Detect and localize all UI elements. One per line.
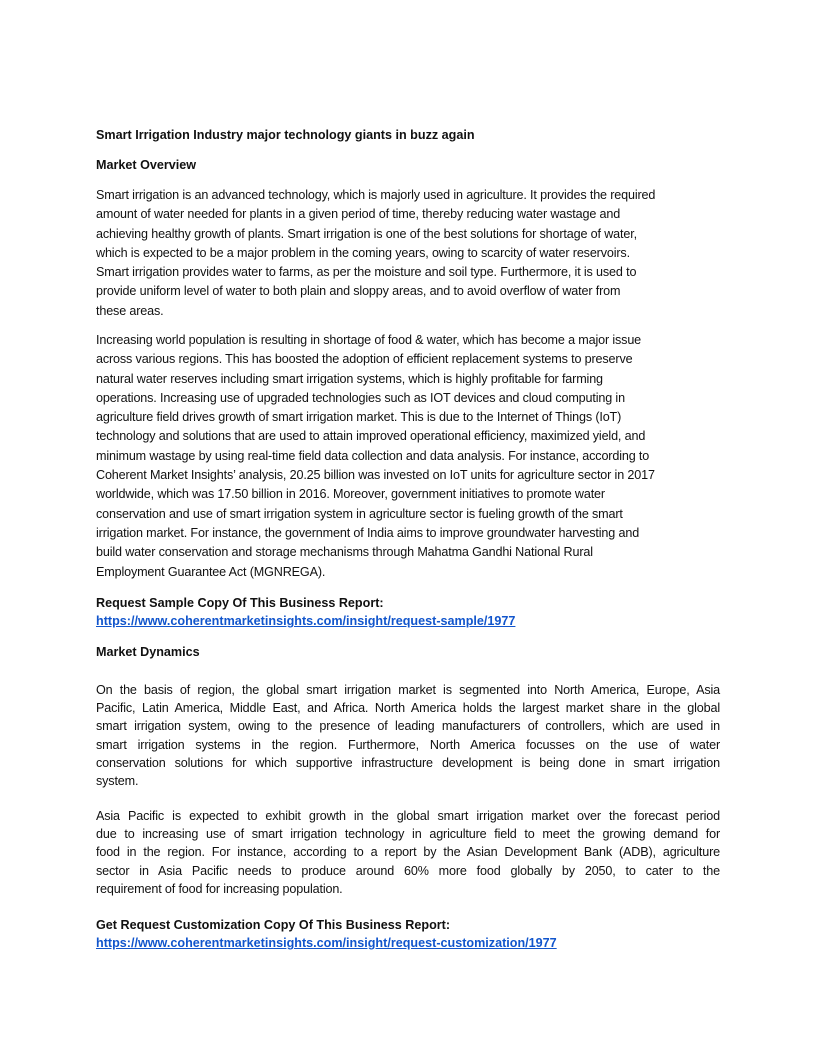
overview-paragraph-1 xyxy=(96,186,720,321)
dynamics-paragraph-2 xyxy=(96,807,720,898)
paragraph-line: Increasing world population is resulting in shortage of food & water, which has become a major issue xyxy=(96,333,642,347)
paragraph-line: operations. Increasing use of upgraded technologies such as IOT devices and cloud computing in xyxy=(96,390,625,405)
paragraph-line: which is expected to be a major problem in the coming years, owing to scarcity of water reservoirs. xyxy=(96,245,630,260)
paragraph-line: Smart irrigation provides water to farms, as per the moisture and soil type. Furthermore, it is used to xyxy=(96,265,637,280)
market-dynamics-heading: Market Dynamics xyxy=(96,645,200,659)
paragraph-line: due to increasing use of smart irrigation technology in agriculture field to meet the growing demand for xyxy=(96,827,720,842)
paragraph-line: build water conservation and storage mechanisms through Mahatma Gandhi National Rural xyxy=(96,545,593,560)
paragraph-line: irrigation market. For instance, the government of India aims to improve groundwater harvesting and xyxy=(96,525,640,540)
paragraph-line: technology and solutions that are used to attain improved operational efficiency, maximized yield, and xyxy=(96,429,646,444)
document-title: Smart Irrigation Industry major technology giants in buzz again xyxy=(96,128,475,142)
paragraph-line: minimum wastage by using real-time field data collection and data analysis. For instance, according to xyxy=(96,448,650,463)
paragraph-line: these areas. xyxy=(96,303,164,318)
paragraph-line: achieving healthy growth of plants. Smart irrigation is one of the best solutions for shortage of water, xyxy=(96,226,637,241)
customization-label: Get Request Customization Copy Of This Business Report: xyxy=(96,918,451,932)
paragraph-line: conservation solutions for which supportive infrastructure development is being done in smart irrigation xyxy=(96,755,720,770)
paragraph-line: natural water reserves including smart irrigation systems, which is highly profitable for farming xyxy=(96,371,603,386)
paragraph-line: agriculture field drives growth of smart irrigation market. This is due to the Internet of Things (IoT) xyxy=(96,410,622,425)
paragraph-line: sector in Asia Pacific needs to produce around 60% more food globally by 2050, to cater to the xyxy=(96,863,720,878)
paragraph-line: worldwide, which was 17.50 billion in 2016. Moreover, government initiatives to promote water xyxy=(96,487,605,502)
request-sample-link[interactable]: https://www.coherentmarketinsights.com/insight/request-sample/1977 xyxy=(96,614,516,628)
paragraph-line: conservation and use of smart irrigation system in agriculture sector is fueling growth of the smart xyxy=(96,506,623,521)
request-sample-label: Request Sample Copy Of This Business Report: xyxy=(96,596,384,610)
paragraph-line: On the basis of region, the global smart irrigation market is segmented into North America, Europe, Asia xyxy=(96,683,720,697)
paragraph-line: amount of water needed for plants in a given period of time, thereby reducing water wastage and xyxy=(96,207,621,222)
paragraph-line: across various regions. This has boosted the adoption of efficient replacement systems to preserve xyxy=(96,352,633,367)
overview-paragraph-2 xyxy=(96,331,720,582)
paragraph-line: requirement of food for increasing population. xyxy=(96,881,343,896)
market-overview-heading: Market Overview xyxy=(96,158,197,172)
paragraph-line: Coherent Market Insights’ analysis, 20.25 billion was invested on IoT units for agriculture sector in 2017 xyxy=(96,468,655,483)
paragraph-line: Pacific, Latin America, Middle East, and Africa. North America holds the largest market share in the global xyxy=(96,701,720,716)
paragraph-line: smart irrigation systems in the region. Furthermore, North America focusses on the use of water xyxy=(96,737,720,752)
paragraph-line: Asia Pacific is expected to exhibit growth in the global smart irrigation market over the forecast period xyxy=(96,809,720,823)
customization-link[interactable]: https://www.coherentmarketinsights.com/insight/request-customization/1977 xyxy=(96,936,557,950)
paragraph-line: system. xyxy=(96,773,139,788)
dynamics-paragraph-1 xyxy=(96,681,720,790)
paragraph-line: Employment Guarantee Act (MGNREGA). xyxy=(96,564,326,579)
paragraph-line: smart irrigation system, owing to the presence of leading manufacturers of controllers, which are used in xyxy=(96,719,720,734)
paragraph-line: food in the region. For instance, according to a report by the Asian Development Bank (ADB), agriculture xyxy=(96,845,720,860)
paragraph-line: provide uniform level of water to both plain and sloppy areas, and to avoid overflow of water from xyxy=(96,284,621,299)
paragraph-line: Smart irrigation is an advanced technology, which is majorly used in agriculture. It provides the required xyxy=(96,188,656,202)
